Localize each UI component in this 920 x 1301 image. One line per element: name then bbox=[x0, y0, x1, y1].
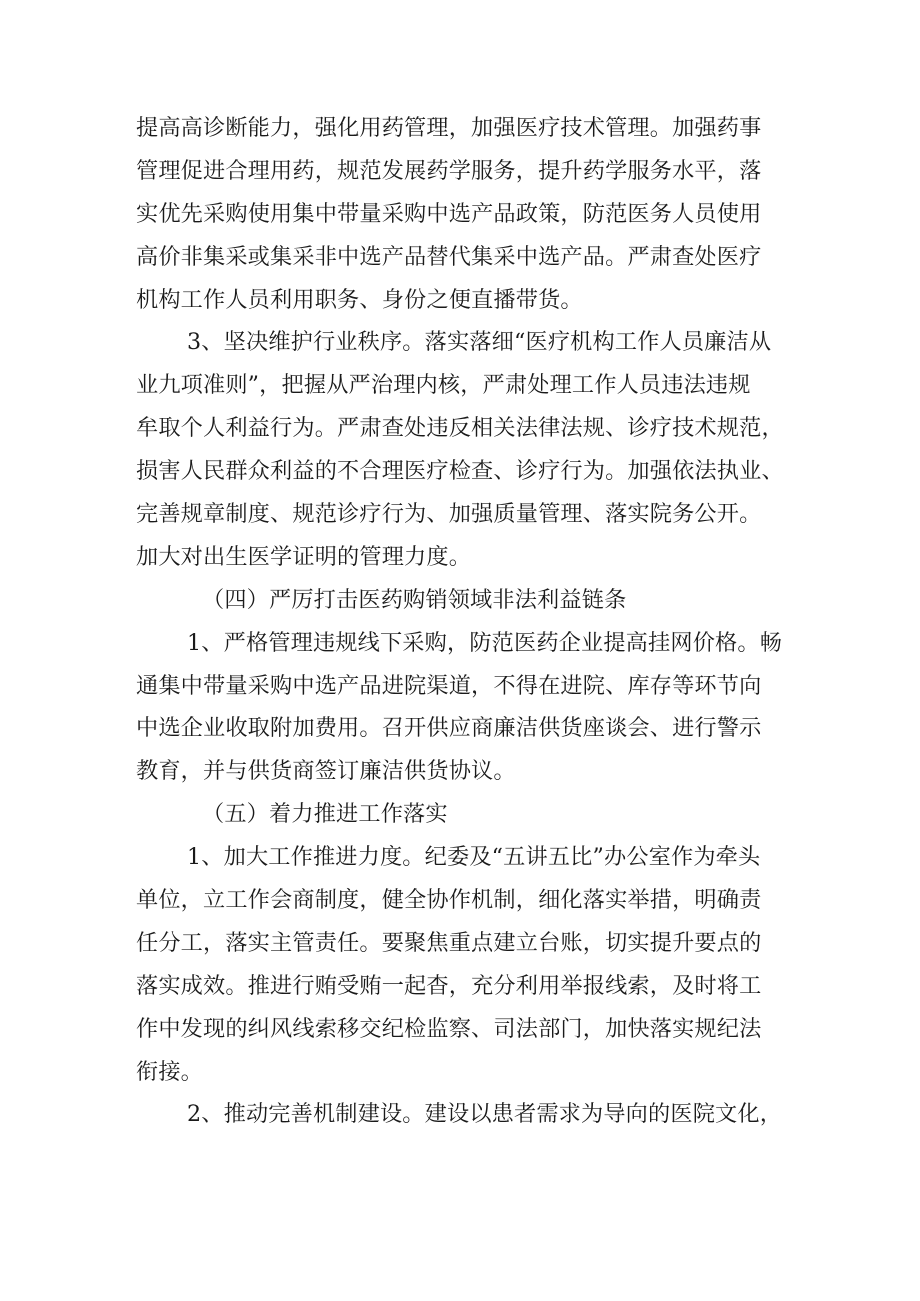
paragraph-line: 单位，立工作会商制度，健全协作机制，细化落实举措，明确责 bbox=[136, 887, 762, 914]
paragraph-line: 衔接。 bbox=[136, 1058, 204, 1085]
section-heading: （四）严厉打击医药购销领域非法利益链条 bbox=[202, 586, 627, 613]
document-body bbox=[136, 107, 796, 1136]
paragraph-line: 落实成效。推进行贿受贿一起杳，充分利用举报线索，及时将工 bbox=[136, 972, 762, 999]
paragraph-line: 业九项准则”，把握从严治理内核，严肃处理工作人员违法违规 bbox=[136, 372, 751, 399]
paragraph-line: 加大对出生医学证明的管理力度。 bbox=[136, 543, 472, 570]
paragraph-line: 提高高诊断能力，强化用药管理，加强医疗技术管理。加强药事 bbox=[136, 115, 762, 141]
paragraph-line: 1、加大工作推进力度。纪委及“五讲五比”办公室作为牵头 bbox=[187, 844, 761, 871]
section-heading: （五）着力推进工作落实 bbox=[202, 801, 448, 828]
paragraph-line: 牟取个人利益行为。严肃查处违反相关法律法规、诊疗技术规范， bbox=[136, 415, 784, 442]
paragraph-line: 管理促进合理用药，规范发展药学服务，提升药学服务水平，落 bbox=[136, 157, 762, 184]
paragraph-line: 通集中带量采购中选产品进院渠道，不得在进院、库存等环节向 bbox=[136, 672, 762, 699]
paragraph-line: 任分工，落实主管责任。要聚焦重点建立台账，切实提升要点的 bbox=[136, 929, 762, 956]
paragraph-line: 作中发现的纠风线索移交纪检监察、司法部门，加快落实规纪法 bbox=[136, 1015, 762, 1042]
paragraph-line: 3、坚决维护行业秩序。落实落细“医疗机构工作人员廉洁从 bbox=[187, 329, 772, 356]
paragraph-line: 教育，并与供货商签订廉洁供货协议。 bbox=[136, 758, 516, 785]
paragraph-line: 损害人民群众利益的不合理医疗检查、诊疗行为。加强依法执业、 bbox=[136, 458, 784, 485]
paragraph-line: 2、推动完善机制建设。建设以患者需求为导向的医院文化， bbox=[187, 1101, 783, 1128]
paragraph-line: 中选企业收取附加费用。召开供应商廉洁供货座谈会、进行警示 bbox=[136, 715, 762, 742]
paragraph-line: 高价非集采或集采非中选产品替代集采中选产品。严肃查处医疗 bbox=[136, 243, 762, 270]
paragraph-line: 完善规章制度、规范诊疗行为、加强质量管理、落实院务公开。 bbox=[136, 501, 762, 528]
paragraph-line: 1、严格管理违规线下采购，防范医药企业提高挂网价格。畅 bbox=[187, 629, 783, 656]
paragraph-line: 机构工作人员利用职务、身份之便直播带货。 bbox=[136, 286, 583, 313]
paragraph-line: 实优先采购使用集中带量采购中选产品政策，防范医务人员使用 bbox=[136, 200, 762, 227]
